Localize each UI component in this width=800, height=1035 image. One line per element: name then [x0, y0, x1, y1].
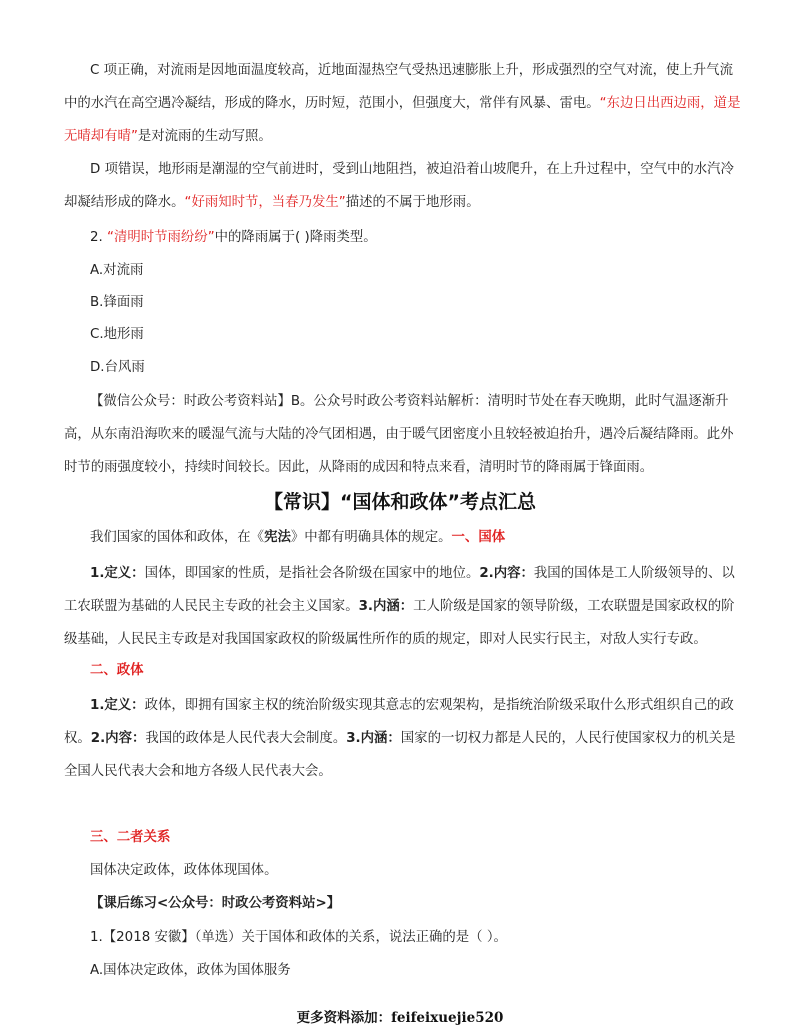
answer-c-tail: 是对流雨的生动写照。 — [137, 129, 272, 144]
guoti-meaning-text: 工人阶级是国家的领导阶级，工农联盟是国家政权的阶级基础，人民民主专政是对我国国家政权的阶级属性所作的质的规定，即对人民实行民主，对敌人实行专政。 — [64, 599, 735, 647]
footer-contact: 更多资料添加：feifeixuejie520 — [296, 1010, 504, 1026]
option-b: B.锋面雨 — [90, 295, 144, 310]
constitution-name: 宪法 — [264, 530, 291, 545]
guoti-content-text: 我国的国体是工人阶级领导的、以工农联盟为基础的人民民主专政的社会主义国家。 — [64, 566, 735, 614]
zhengti-content-label: 2.内容： — [90, 731, 146, 746]
heading-zhengti: 二、政体 — [90, 663, 144, 678]
section-title: 【常识】“国体和政体”考点汇总 — [264, 491, 536, 513]
intro-line — [90, 528, 505, 548]
question-2-stem — [90, 228, 377, 248]
heading-relation: 三、二者关系 — [90, 830, 171, 845]
guoti-def-text: 国体，即国家的性质，是指社会各阶级在国家中的地位。 — [144, 566, 480, 581]
zhengti-meaning-label: 3.内涵： — [346, 731, 401, 746]
zhengti-meaning-text: 国家的一切权力都是人民的，人民行使国家权力的机关是全国人民代表大会和地方各级人民代表大会。 — [64, 731, 736, 779]
question-2-text: 中的降雨属于( )降雨类型。 — [214, 230, 377, 245]
answer-d-tail: 描述的不属于地形雨。 — [345, 195, 480, 210]
zhengti-paragraph — [64, 689, 742, 788]
answer-d-quote: “好雨知时节，当春乃发生” — [184, 195, 346, 210]
answer-c-text: C 项正确，对流雨是因地面温度较高，近地面湿热空气受热迅速膨胀上升，形成强烈的空气对流，使上升气流中的水汽在高空遇冷凝结，形成的降水，历时短，范围小，但强度大，常伴有风暴、雷电。 — [64, 63, 733, 111]
zhengti-content-text: 我国的政体是人民代表大会制度。 — [145, 731, 347, 746]
answer-d-text: D 项错误，地形雨是潮湿的空气前进时，受到山地阻挡，被迫沿着山坡爬升，在上升过程中，空气中的水汽冷却凝结形成的降水。 — [64, 162, 734, 210]
question-2-number: 2. — [90, 230, 103, 245]
intro-text: 我们国家的国体和政体，在《 — [90, 530, 265, 545]
answer-d-paragraph — [64, 153, 742, 219]
question-2-quote: “清明时节雨纷纷” — [107, 230, 215, 245]
exercise-question-1: 1.【2018 安徽】（单选）关于国体和政体的关系，说法正确的是（ ）。 — [90, 930, 507, 945]
relation-text: 国体决定政体，政体体现国体。 — [90, 863, 278, 878]
answer-c-paragraph — [64, 54, 742, 153]
option-a: A.对流雨 — [90, 263, 144, 278]
guoti-paragraph — [64, 557, 742, 656]
heading-guoti: 一、国体 — [451, 530, 506, 545]
exercise-heading: 【课后练习<公众号：时政公考资料站>】 — [90, 896, 341, 911]
option-c: C.地形雨 — [90, 327, 144, 342]
guoti-content-label: 2.内容： — [479, 566, 534, 581]
question-2-analysis: 【微信公众号：时政公考资料站】B。公众号时政公考资料站解析：清明时节处在春天晚期，此时气温逐渐升高，从东南沿海吹来的暖湿气流与大陆的冷气团相遇，由于暖气团密度小且较轻被迫抬升，遇冷后凝结降雨。此外时节的雨强度较小，持续时间较长。因此，从降雨的成因和特点来看，清明时节的降雨属于锋面雨。 — [64, 394, 734, 475]
guoti-def-label: 1.定义： — [90, 566, 145, 581]
answer-c-quote: “东边日出西边雨，道是无晴却有晴” — [64, 96, 741, 144]
exercise-option-a: A.国体决定政体，政体为国体服务 — [90, 963, 291, 978]
option-d: D.台风雨 — [90, 360, 145, 375]
zhengti-def-label: 1.定义： — [90, 698, 145, 713]
guoti-meaning-label: 3.内涵： — [358, 599, 414, 614]
zhengti-def-text: 政体，即拥有国家主权的统治阶级实现其意志的宏观架构，是指统治阶级采取什么形式组织自己的政权。 — [64, 698, 734, 746]
intro-text-after: 》中都有明确具体的规定。 — [290, 530, 452, 545]
